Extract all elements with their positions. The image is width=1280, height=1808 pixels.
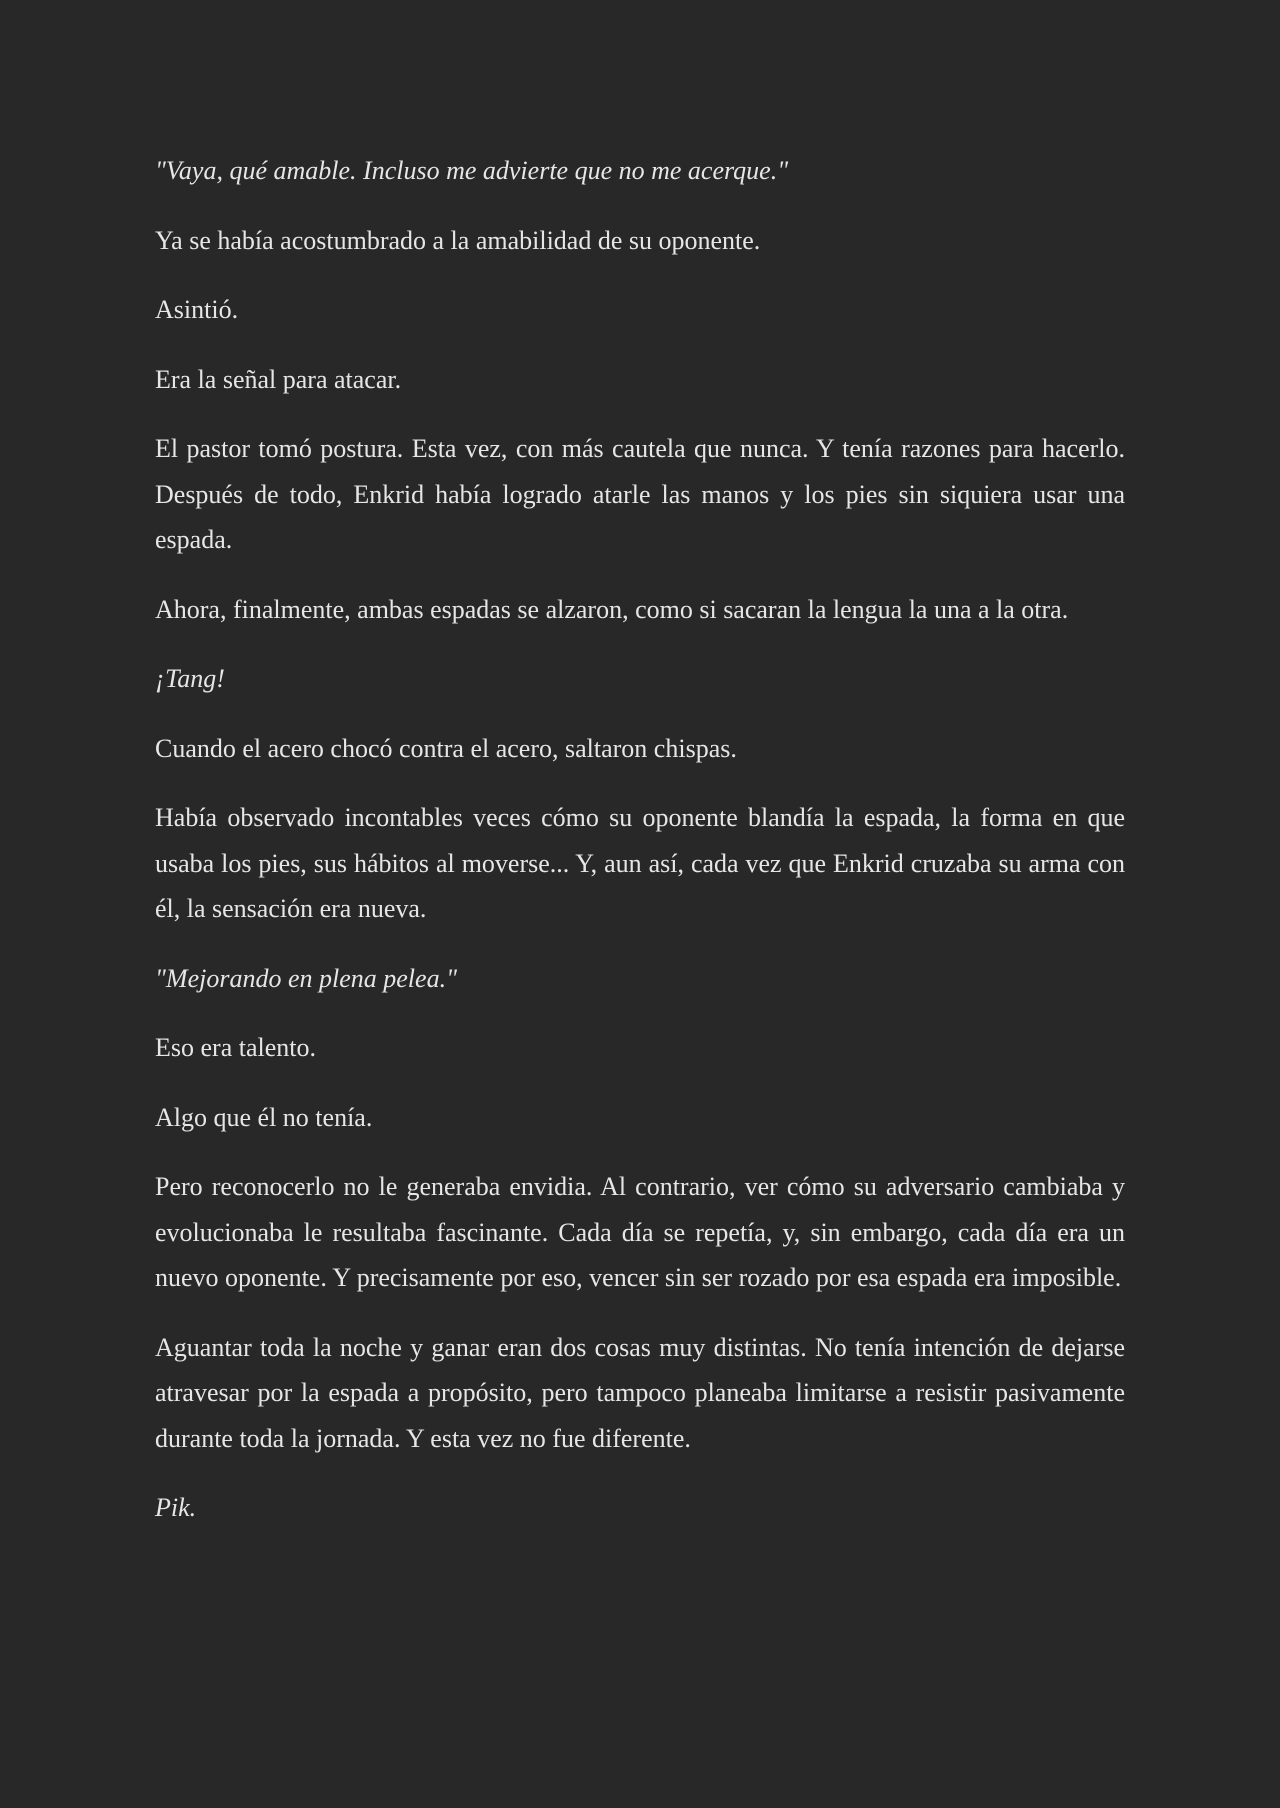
paragraph: Era la señal para atacar. xyxy=(155,364,402,394)
paragraph: Asintió. xyxy=(155,295,239,324)
paragraph: Ya se había acostumbrado a la amabilidad de su oponente. xyxy=(155,225,761,255)
paragraph: ¡Tang! xyxy=(155,664,225,693)
paragraph: Eso era talento. xyxy=(155,1033,316,1062)
paragraph: Había observado incontables veces cómo su oponente blandía la espada, la forma en que usaba los pies, sus hábitos al moverse... Y, aun así, cada vez que Enkrid cruzaba su arma con él, la sensación era nueva. xyxy=(155,803,1125,923)
paragraph: Pik. xyxy=(155,1493,197,1522)
paragraph: El pastor tomó postura. Esta vez, con más cautela que nunca. Y tenía razones para hacerlo. Después de todo, Enkrid había logrado atarle las manos y los pies sin siquiera usar una espada. xyxy=(155,434,1125,554)
reader-content xyxy=(155,148,1125,1555)
paragraph: Ahora, finalmente, ambas espadas se alzaron, como si sacaran la lengua la una a la otra. xyxy=(155,594,1069,624)
paragraph: Aguantar toda la noche y ganar eran dos cosas muy distintas. No tenía intención de dejarse atravesar por la espada a propósito, pero tampoco planeaba limitarse a resistir pasivamente durante toda la jornada. Y esta vez no fue diferente. xyxy=(155,1332,1125,1453)
paragraph: Pero reconocerlo no le generaba envidia. Al contrario, ver cómo su adversario cambiaba y evolucionaba le resultaba fascinante. Cada día se repetía, y, sin embargo, cada día era un nuevo oponente. Y precisamente por eso, vencer sin ser rozado por esa espada era imposible. xyxy=(155,1172,1125,1292)
paragraph: Cuando el acero chocó contra el acero, saltaron chispas. xyxy=(155,733,737,763)
paragraph: "Mejorando en plena pelea." xyxy=(155,963,457,993)
paragraph: "Vaya, qué amable. Incluso me advierte que no me acerque." xyxy=(155,156,789,185)
paragraph: Algo que él no tenía. xyxy=(155,1102,373,1132)
